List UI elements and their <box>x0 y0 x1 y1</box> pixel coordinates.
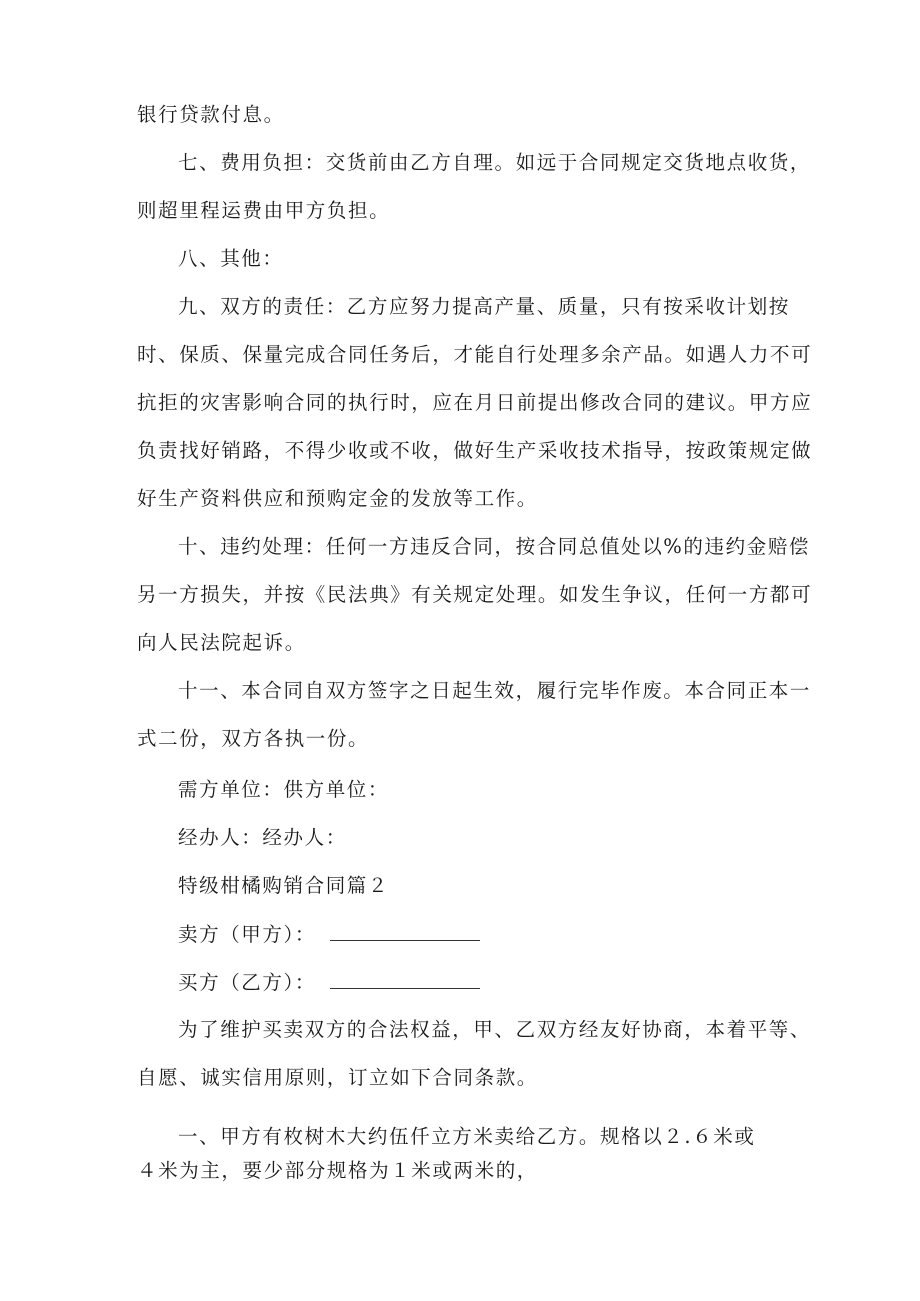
clause-10-line-1: 十、违约处理：任何一方违反合同，按合同总值处以%的违约金赔偿 <box>178 535 811 558</box>
clause-9-line-1: 九、双方的责任：乙方应努力提高产量、质量，只有按采收计划按 <box>178 295 790 318</box>
seller-field <box>178 922 480 947</box>
clause-7-line-1: 七、费用负担：交货前由乙方自理。如远于合同规定交货地点收货， <box>178 151 812 174</box>
clause-7-line-2: 则超里程运费由甲方负担。 <box>137 199 391 222</box>
seller-label: 卖方（甲方）： <box>178 923 316 946</box>
clause-10-line-2: 另一方损失，并按《民法典》有关规定处理。如发生争议，任何一方都可 <box>137 583 813 606</box>
buyer-label: 买方（乙方）： <box>178 971 316 994</box>
handlers: 经办人：经办人： <box>178 826 347 849</box>
term-1-line-1: 一、甲方有枚树木大约伍仟立方米卖给乙方。规格以２.６米或 <box>178 1125 756 1148</box>
clause-9-line-5: 好生产资料供应和预购定金的发放等工作。 <box>137 487 538 510</box>
clause-11-line-1: 十一、本合同自双方签字之日起生效，履行完毕作废。本合同正本一 <box>178 679 812 702</box>
clause-11-line-2: 式二份，双方各执一份。 <box>137 727 370 750</box>
clause-8: 八、其他： <box>178 247 284 270</box>
preamble-line-1: 为了维护买卖双方的合法权益，甲、乙双方经友好协商，本着平等、 <box>178 1018 812 1041</box>
buyer-field <box>178 970 480 995</box>
clause-9-line-3: 抗拒的灾害影响合同的执行时，应在月日前提出修改合同的建议。甲方应 <box>137 391 813 414</box>
clause-10-line-3: 向人民法院起诉。 <box>137 631 306 654</box>
clause-9-line-2: 时、保质、保量完成合同任务后，才能自行处理多余产品。如遇人力不可 <box>137 343 813 366</box>
term-1-line-2: ４米为主，要少部分规格为１米或两米的， <box>137 1159 538 1182</box>
seller-blank-line[interactable] <box>330 922 480 941</box>
party-units: 需方单位：供方单位： <box>178 778 390 801</box>
section-title: 特级柑橘购销合同篇２ <box>178 874 390 897</box>
clause-9-line-4: 负责找好销路，不得少收或不收，做好生产采收技术指导，按政策规定做 <box>137 439 813 462</box>
buyer-blank-line[interactable] <box>330 970 480 989</box>
preamble-line-2: 自愿、诚实信用原则，订立如下合同条款。 <box>137 1066 538 1089</box>
text-line: 银行贷款付息。 <box>137 103 285 126</box>
